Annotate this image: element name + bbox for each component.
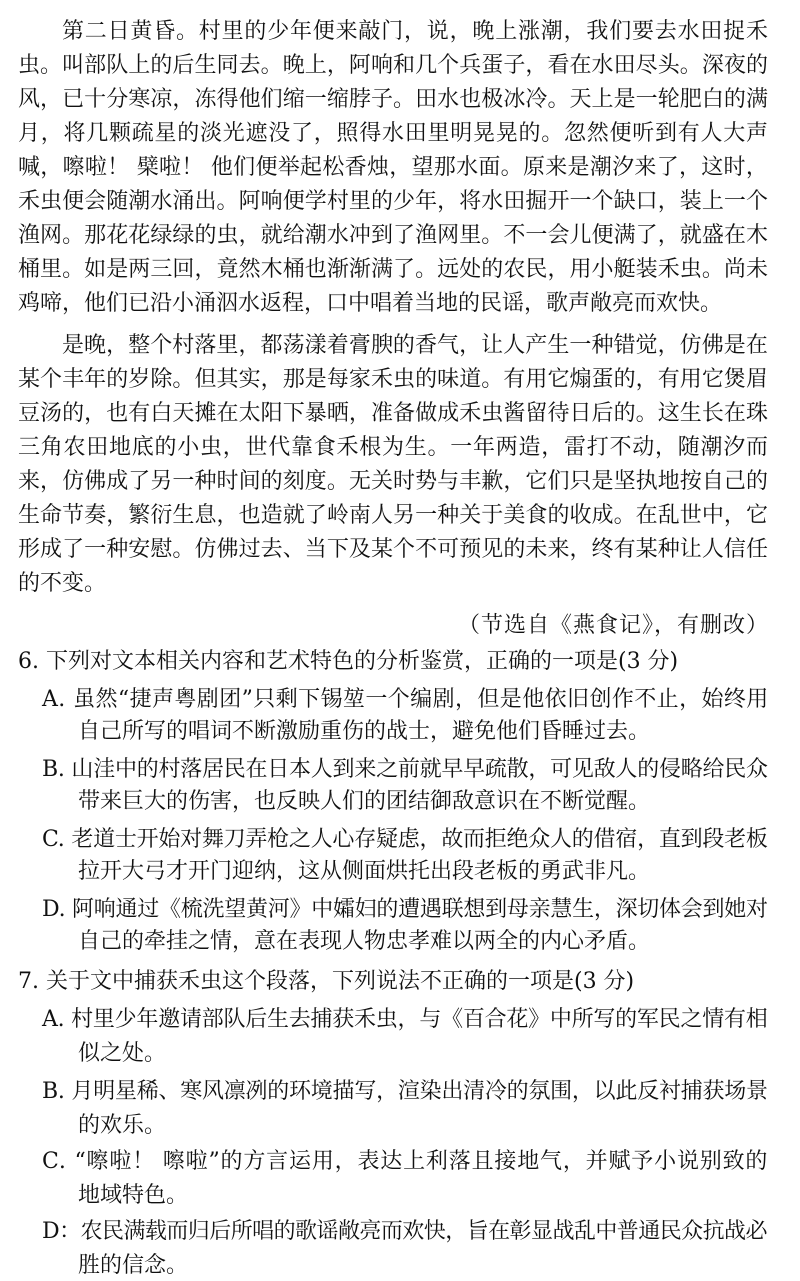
text-line: 形成了一种安慰。仿佛过去、当下及某个不可预见的未来，终有某种让人信任 [18,537,769,562]
text-line: 豆汤的，也有白天摊在太阳下暴晒，准备做成禾虫酱留待日后的。这生长在珠 [18,401,769,426]
text-line: 喊，嚓啦！ 檗啦！ 他们便举起松香烛，望那水面。原来是潮汐来了，这时， [18,155,769,180]
option-text: 自己所写的唱词不断激励重伤的战士，避免他们昏睡过去。 [78,719,651,744]
text-line: 第二日黄昏。村里的少年便来敲门，说，晚上涨潮，我们要去水田捉禾 [62,19,769,44]
text-line: 桶里。如是两三回，竟然木桶也渐渐满了。远处的农民，用小艇装禾虫。尚未 [18,257,769,282]
option-text: C. “嚓啦！ 嚓啦”的方言运用，表达上利落且接地气，并赋予小说别致的 [42,1149,769,1174]
option-text: 带来巨大的伤害，也反映人们的团结御敌意识在不断觉醒。 [78,789,651,814]
text-line: 禾虫便会随潮水涌出。阿响便学村里的少年，将水田掘开一个缺口，装上一个 [18,189,769,214]
option-text: A. 虽然“捷声粤剧团”只剩下锡堃一个编剧，但是他依旧创作不止，始终用 [42,687,769,712]
text-line: 三角农田地底的小虫，世代靠食禾根为生。一年两造，雷打不动，随潮汐而 [18,435,769,460]
option-text: D. 阿响通过《梳洗望黄河》中孀妇的遭遇联想到母亲慧生，深切体会到她对 [42,897,768,922]
question-stem: 6. 下列对文本相关内容和艺术特色的分析鉴赏，正确的一项是(3 分) [18,649,679,674]
option-text: 自己的牵挂之情，意在表现人物忠孝难以两全的内心矛盾。 [78,929,651,954]
text-line: 来，仿佛成了另一种时间的刻度。无关时势与丰歉，它们只是坚执地按自己的 [18,469,769,494]
option-text: 的欢乐。 [78,1113,167,1138]
text-line: 渔网。那花花绿绿的虫，就给潮水冲到了渔网里。不一会儿便满了，就盛在木 [18,223,769,248]
text-line: 月，将几颗疏星的淡光遮没了，照得水田里明晃晃的。忽然便听到有人大声 [18,121,769,146]
text-line: 生命节奏，繁衍生息，也造就了岭南人另一种关于美食的收成。在乱世中，它 [18,503,769,528]
text-line: 风，已十分寒凉，冻得他们缩一缩脖子。田水也极冰冷。天上是一轮肥白的满 [18,87,769,112]
text-line: 某个丰年的岁除。但其实，那是每家禾虫的味道。有用它煽蛋的，有用它煲眉 [18,367,769,392]
option-text: A. 村里少年邀请部队后生去捕获禾虫，与《百合花》中所写的军民之情有相 [42,1007,768,1032]
text-line: 鸡啼，他们已沿小涌泅水返程，口中唱着当地的民谣，歌声敞亮而欢快。 [18,291,723,316]
text-line: 虫。叫部队上的后生同去。晚上，阿响和几个兵蛋子，看在水田尽头。深夜的 [18,53,769,78]
source-citation: （节选自《燕食记》，有删改） [458,613,770,638]
option-text: 胜的信念。 [78,1253,189,1278]
text-line: 是晚，整个村落里，都荡漾着膏腴的香气，让人产生一种错觉，仿佛是在 [62,333,768,358]
option-text: 地域特色。 [78,1183,189,1208]
option-text: 拉开大弓才开门迎纳，这从侧面烘托出段老板的勇武非凡。 [78,859,651,884]
option-text: C. 老道士开始对舞刀弄枪之人心存疑虑，故而拒绝众人的借宿，直到段老板 [42,827,768,852]
text-line: 的不变。 [18,571,107,596]
option-text: D：农民满载而归后所唱的歌谣敞亮而欢快，旨在彰显战乱中普通民众抗战必 [42,1219,767,1244]
option-text: 似之处。 [78,1041,167,1066]
option-text: B. 山洼中的村落居民在日本人到来之前就早早疏散，可见敌人的侵略给民众 [42,757,768,782]
option-text: B. 月明星稀、寒风凛冽的环境描写，渲染出清冷的氛围，以此反衬捕获场景 [42,1079,768,1104]
question-stem: 7. 关于文中捕获禾虫这个段落，下列说法不正确的一项是(3 分) [18,969,635,994]
